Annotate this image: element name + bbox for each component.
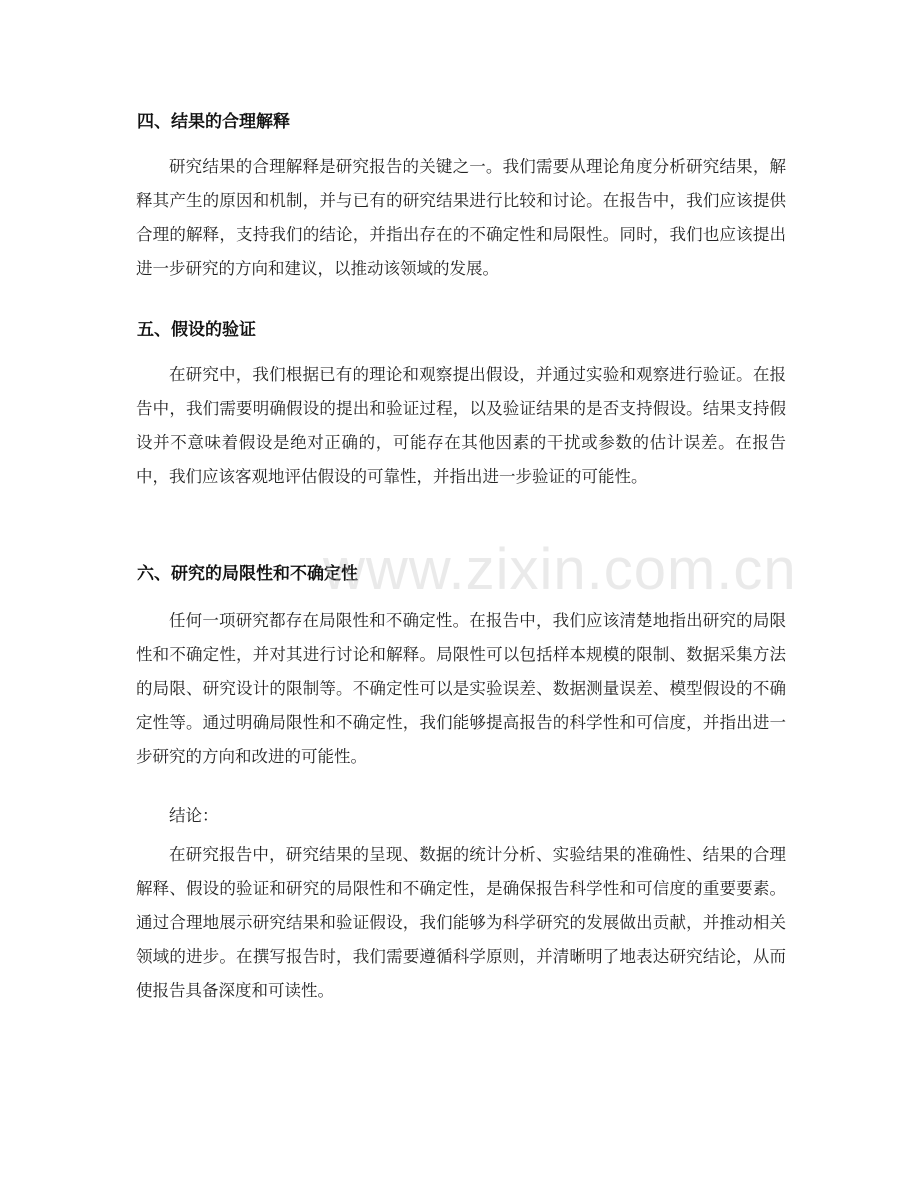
- section-body-4: 研究结果的合理解释是研究报告的关键之一。我们需要从理论角度分析研究结果，解释其产生的原因和机制，并与已有的研究结果进行比较和讨论。在报告中，我们应该提供合理的解释，支持我们的结论，并指出存在的不确定性和局限性。同时，我们也应该提出进一步研究的方向和建议，以推动该领域的发展。: [136, 157, 786, 278]
- section-body-5: 在研究中，我们根据已有的理论和观察提出假设，并通过实验和观察进行验证。在报告中，我们需要明确假设的提出和验证过程，以及验证结果的是否支持假设。结果支持假设并不意味着假设是绝对正确的，可能存在其他因素的干扰或参数的估计误差。在报告中，我们应该客观地评估假设的可靠性，并指出进一步验证的可能性。: [136, 365, 786, 486]
- section-heading-5: 五、假设的验证: [137, 320, 256, 340]
- section-heading-4: 四、结果的合理解释: [137, 112, 290, 132]
- watermark: www.zixin.com.cn: [323, 537, 797, 602]
- conclusion-body: 在研究报告中，研究结果的呈现、数据的统计分析、实验结果的准确性、结果的合理解释、假设的验证和研究的局限性和不确定性，是确保报告科学性和可信度的重要要素。通过合理地展示研究结果和验证假设，我们能够为科学研究的发展做出贡献，并推动相关领域的进步。在撰写报告时，我们需要遵循科学原则，并清晰明了地表达研究结论，从而使报告具备深度和可读性。: [136, 845, 786, 1000]
- section-heading-6: 六、研究的局限性和不确定性: [137, 564, 358, 584]
- section-body-6: 任何一项研究都存在局限性和不确定性。在报告中，我们应该清楚地指出研究的局限性和不确定性，并对其进行讨论和解释。局限性可以包括样本规模的限制、数据采集方法的局限、研究设计的限制等。不确定性可以是实验误差、数据测量误差、模型假设的不确定性等。通过明确局限性和不确定性，我们能够提高报告的科学性和可信度，并指出进一步研究的方向和改进的可能性。: [136, 611, 786, 766]
- conclusion-label: 结论：: [169, 806, 219, 825]
